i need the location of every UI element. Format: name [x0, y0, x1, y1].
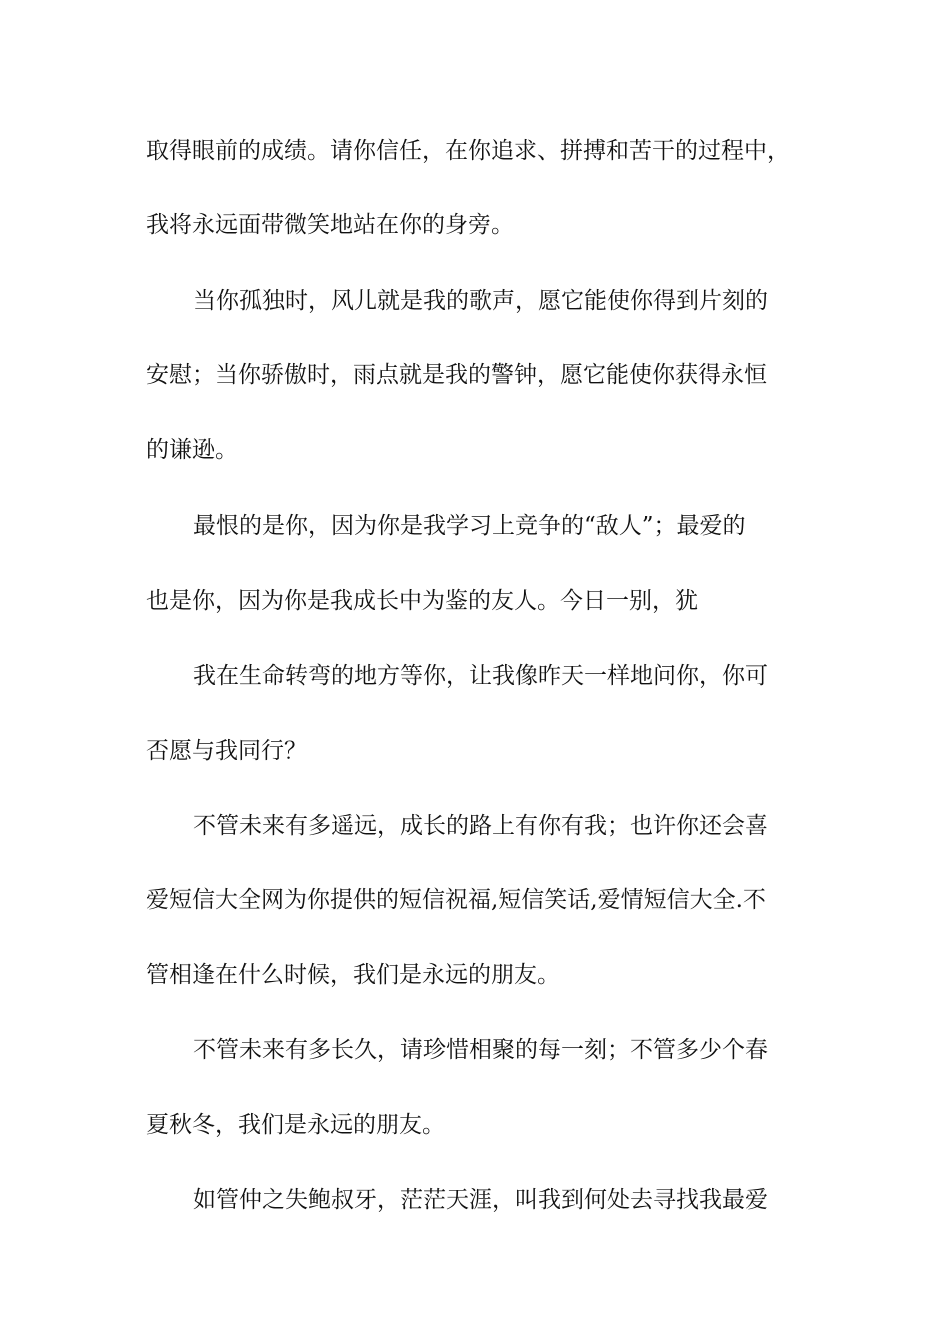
paragraph-first-line: 我在生命转弯的地方等你，让我像昨天一样地问你，你可 [193, 663, 768, 689]
text-line: 我将永远面带微笑地站在你的身旁。 [146, 212, 514, 238]
paragraph-first-line: 不管未来有多遥远，成长的路上有你有我；也许你还会喜 [193, 813, 768, 839]
text-line: 夏秋冬，我们是永远的朋友。 [146, 1112, 445, 1138]
text-line: 的谦逊。 [146, 437, 238, 463]
text-line: 取得眼前的成绩。请你信任，在你追求、拼搏和苦干的过程中， [146, 138, 790, 164]
text-line: 爱短信大全网为你提供的短信祝福,短信笑话,爱情短信大全.不 [146, 887, 766, 913]
text-line: 安慰；当你骄傲时，雨点就是我的警钟，愿它能使你获得永恒 [146, 362, 767, 388]
paragraph-first-line: 当你孤独时，风儿就是我的歌声，愿它能使你得到片刻的 [193, 288, 768, 314]
paragraph-first-line: 不管未来有多长久，请珍惜相聚的每一刻；不管多少个春 [193, 1037, 768, 1063]
text-line: 也是你，因为你是我成长中为鉴的友人。今日一别，犹 [146, 588, 698, 614]
text-line: 否愿与我同行？ [146, 738, 307, 764]
paragraph-first-line: 如管仲之失鲍叔牙，茫茫天涯，叫我到何处去寻找我最爱 [193, 1187, 768, 1213]
paragraph-first-line: 最恨的是你，因为你是我学习上竞争的“敌人”；最爱的 [193, 513, 746, 539]
text-line: 管相逢在什么时候，我们是永远的朋友。 [146, 962, 560, 988]
